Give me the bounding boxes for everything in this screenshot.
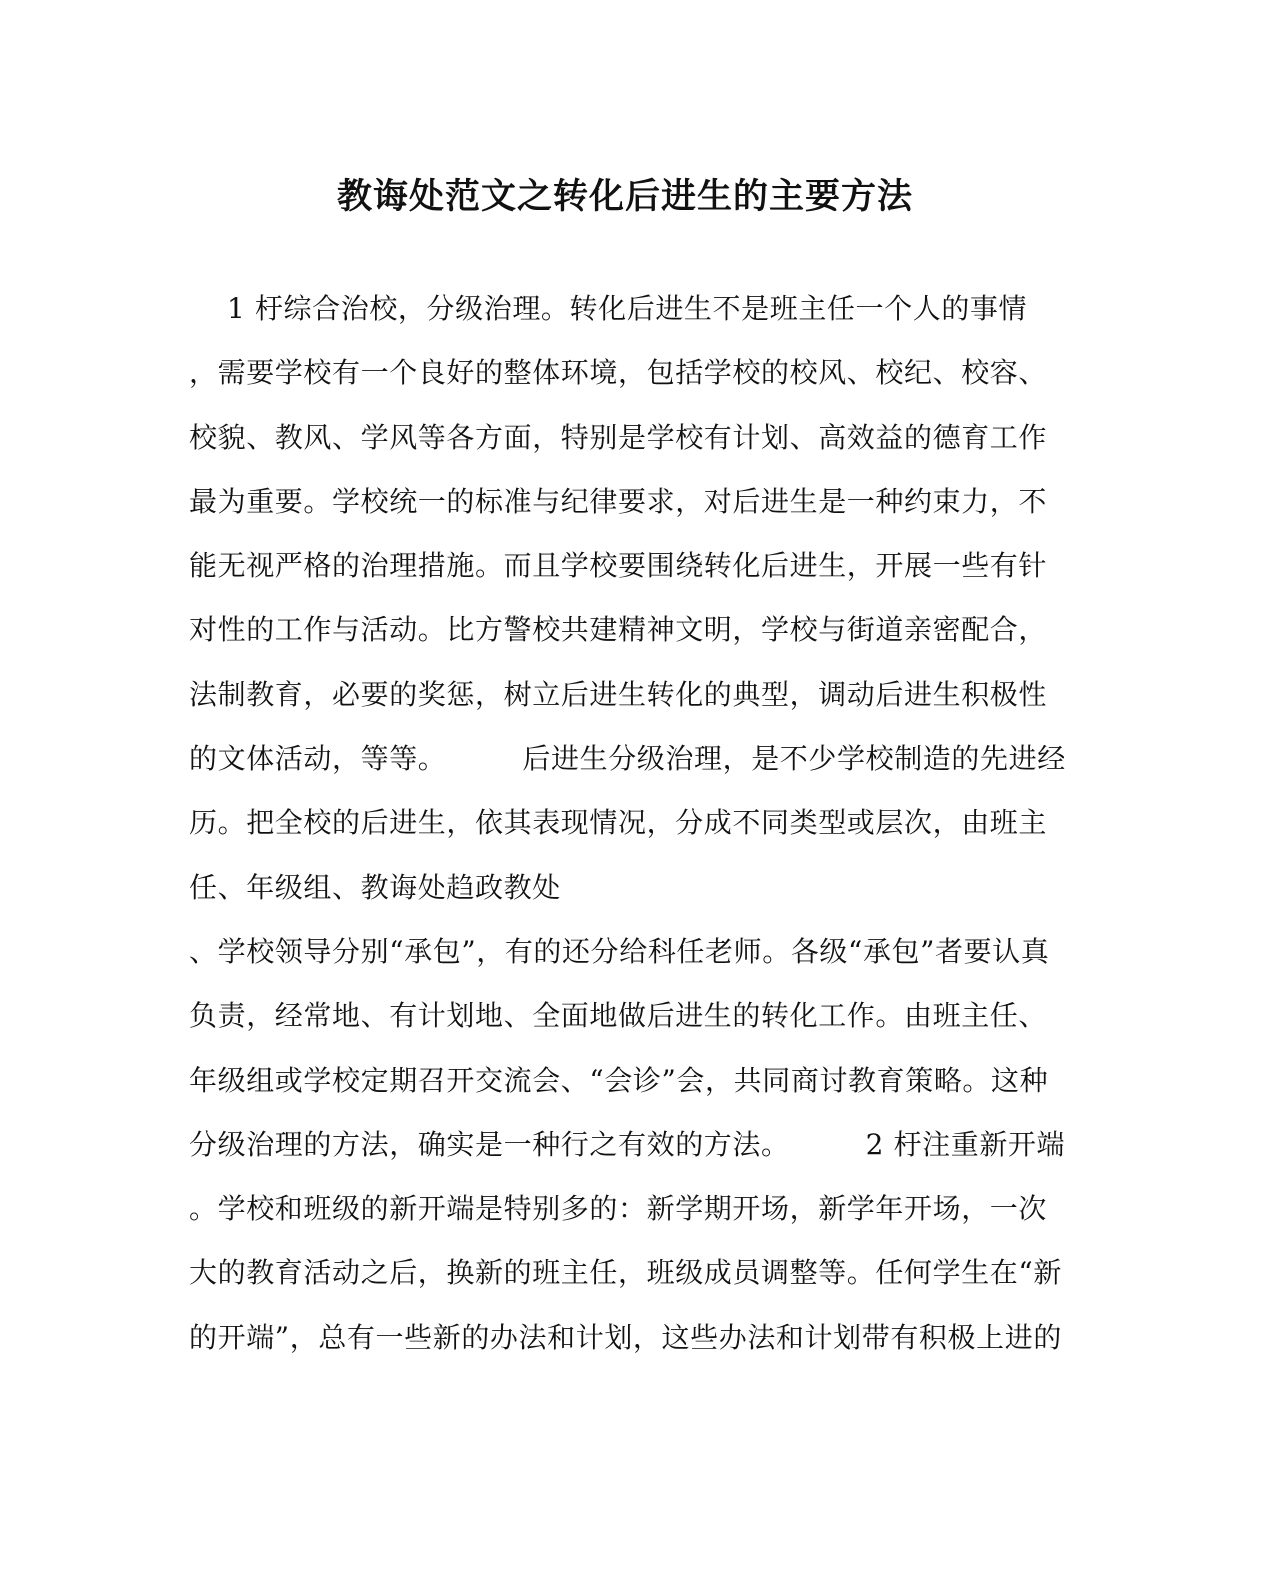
body-line: 校貌、教风、学风等各方面，特别是学校有计划、高效益的德育工作 (189, 420, 1048, 454)
body-line: 最为重要。学校统一的标准与纪律要求，对后进生是一种约束力，不 (189, 484, 1048, 518)
body-line: 负责，经常地、有计划地、全面地做后进生的转化工作。由班主任、 (189, 999, 1048, 1033)
body-line: 能无视严格的治理措施。而且学校要围绕转化后进生，开展一些有针 (189, 549, 1048, 583)
body-line: 的文体活动，等等。 后进生分级治理，是不少学校制造的先进经 (189, 742, 1066, 776)
body-line: 分级治理的方法，确实是一种行之有效的方法。 2 杅注重新开端 (189, 1127, 1066, 1161)
body-line: 1 杅综合治校，分级治理。转化后进生不是班主任一个人的事情 (189, 292, 1028, 325)
body-line: 的开端”，总有一些新的办法和计划，这些办法和计划带有积极上进的 (189, 1320, 1062, 1354)
body-line: 历。把全校的后进生，依其表现情况，分成不同类型或层次，由班主 (189, 806, 1048, 840)
body-line: 大的教育活动之后，换新的班主任，班级成员调整等。任何学生在“新 (189, 1256, 1062, 1290)
body-line: 对性的工作与活动。比方警校共建精神文明，学校与街道亲密配合， (189, 613, 1048, 647)
body-line: 任、年级组、教诲处趋政教处 (189, 870, 561, 904)
body-line: 年级组或学校定期召开交流会、“会诊”会，共同商讨教育策略。这种 (189, 1063, 1049, 1097)
body-line: 。学校和班级的新开端是特别多的：新学期开场，新学年开场，一次 (189, 1192, 1048, 1226)
document-body (189, 283, 1069, 1376)
body-line: 、学校领导分别“承包”，有的还分给科任老师。各级“承包”者要认真 (189, 934, 1050, 968)
body-line: ，需要学校有一个良好的整体环境，包括学校的校风、校纪、校容、 (189, 356, 1048, 390)
document-title: 教诲处范文之转化后进生的主要方法 (336, 176, 913, 217)
body-line: 法制教育，必要的奖惩，树立后进生转化的典型，调动后进生积极性 (189, 677, 1048, 711)
